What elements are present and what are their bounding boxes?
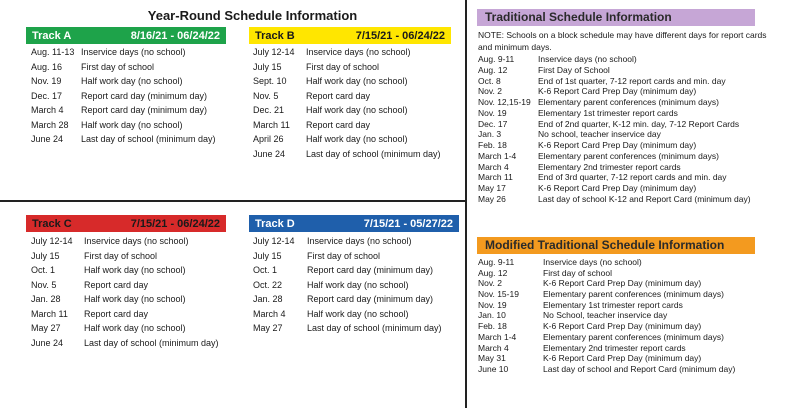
event-date: March 4	[478, 161, 509, 172]
schedule-row	[253, 60, 441, 75]
event-description: K-6 Report Card Prep Day (minimum day)	[543, 278, 702, 289]
event-description: Inservice days (no school)	[307, 236, 412, 246]
event-date: May 31	[478, 353, 506, 364]
event-date: Dec. 21	[253, 105, 285, 115]
event-description: K-6 Report Card Prep Day (minimum day)	[543, 321, 702, 332]
event-description: Half work day (no school)	[306, 105, 408, 115]
schedule-row	[253, 89, 441, 104]
event-description: No school, teacher inservice day	[538, 129, 661, 140]
schedule-row	[478, 183, 751, 194]
event-description: First day of school	[543, 267, 612, 278]
event-description: Last day of school and Report Card (minimum day)	[543, 363, 736, 374]
event-description: First Day of School	[538, 64, 610, 75]
track-a-range: 8/16/21 - 06/24/22	[130, 29, 220, 42]
event-description: End of 2nd quarter, K-12 min. day, 7-12 Report Cards	[538, 118, 740, 129]
event-description: Elementary parent conferences (minimum days)	[543, 331, 724, 342]
event-date: July 15	[253, 250, 282, 261]
traditional-list	[478, 54, 751, 205]
event-date: June 24	[253, 148, 286, 159]
event-date: Oct. 1	[253, 265, 278, 275]
schedule-row	[253, 103, 441, 118]
schedule-row	[478, 65, 751, 76]
event-description: Half work day (no school)	[307, 308, 409, 319]
event-date: Jan. 10	[478, 310, 506, 321]
event-date: Oct. 1	[31, 265, 56, 275]
event-date: Nov. 15-19	[478, 289, 519, 300]
event-description: Report card day (minimum day)	[307, 294, 434, 304]
event-date: Nov. 2	[478, 278, 502, 289]
schedule-row	[253, 292, 442, 307]
schedule-row	[478, 194, 751, 205]
schedule-row	[31, 292, 219, 307]
track-a-list	[31, 45, 216, 147]
event-description: First day of school	[84, 250, 158, 261]
schedule-row	[478, 129, 751, 140]
event-description: Last day of school (minimum day)	[306, 148, 441, 159]
schedule-row	[478, 310, 735, 321]
schedule-row	[253, 147, 441, 162]
schedule-row	[478, 364, 735, 375]
track-c-header	[26, 215, 226, 232]
schedule-row	[253, 234, 442, 249]
event-description: Report card day (minimum day)	[307, 265, 434, 275]
event-description: Last day of school (minimum day)	[81, 134, 216, 144]
event-date: Feb. 18	[478, 321, 507, 332]
track-c-name: Track C	[32, 217, 72, 230]
schedule-row	[31, 278, 219, 293]
schedule-row	[478, 289, 735, 300]
event-date: Nov. 2	[478, 86, 502, 97]
schedule-row	[31, 60, 216, 75]
event-description: Elementary parent conferences (minimum days)	[543, 289, 724, 300]
event-date: May 27	[253, 323, 283, 333]
event-description: First day of school	[306, 61, 380, 72]
event-description: First day of school	[81, 61, 155, 72]
event-date: Nov. 19	[31, 76, 62, 86]
event-date: Nov. 19	[478, 107, 507, 118]
schedule-row	[253, 307, 442, 322]
event-date: March 11	[253, 119, 290, 130]
modified-title: Modified Traditional Schedule Information	[477, 237, 755, 254]
event-description: Inservice days (no school)	[543, 257, 642, 267]
event-date: April 26	[253, 134, 284, 144]
event-description: Last day of school K-12 and Report Card (minimum day)	[538, 193, 751, 204]
event-description: Half work day (no school)	[81, 76, 183, 86]
schedule-row	[478, 321, 735, 332]
event-date: June 24	[31, 134, 64, 144]
event-date: March 11	[478, 172, 513, 183]
event-description: Last day of school (minimum day)	[307, 323, 442, 333]
event-date: Jan. 28	[31, 294, 61, 304]
event-date: March 1-4	[478, 150, 517, 161]
schedule-row	[478, 151, 751, 162]
modified-list	[478, 257, 735, 375]
event-description: K-6 Report Card Prep Day (minimum day)	[543, 353, 702, 364]
schedule-row	[31, 45, 216, 60]
schedule-row	[31, 132, 216, 147]
schedule-row	[478, 76, 751, 87]
event-date: July 12-14	[253, 47, 295, 57]
event-date: Oct. 8	[478, 75, 501, 86]
event-description: Report card day	[306, 119, 371, 130]
schedule-row	[253, 321, 442, 336]
event-date: Feb. 18	[478, 140, 507, 150]
schedule-row	[478, 300, 735, 311]
event-description: Inservice days (no school)	[538, 54, 637, 64]
event-date: March 1-4	[478, 331, 517, 342]
event-description: Last day of school (minimum day)	[84, 337, 219, 348]
vertical-divider	[465, 0, 467, 408]
event-date: March 4	[31, 105, 64, 115]
event-description: Elementary parent conferences (minimum days)	[538, 97, 719, 107]
event-date: June 24	[31, 337, 64, 348]
schedule-row	[478, 54, 751, 65]
event-date: Nov. 5	[31, 279, 57, 290]
event-description: Half work day (no school)	[84, 265, 186, 275]
track-d-list	[253, 234, 442, 336]
schedule-row	[478, 343, 735, 354]
event-date: May 17	[478, 183, 506, 193]
schedule-row	[478, 108, 751, 119]
page-title: Year-Round Schedule Information	[147, 8, 358, 23]
track-c-list	[31, 234, 219, 350]
event-date: March 4	[253, 308, 286, 319]
schedule-row	[253, 278, 442, 293]
track-c-range: 7/15/21 - 06/24/22	[130, 217, 220, 230]
schedule-row	[31, 118, 216, 133]
schedule-row	[31, 249, 219, 264]
schedule-row	[253, 45, 441, 60]
event-date: May 27	[31, 323, 61, 333]
track-b-list	[253, 45, 441, 161]
schedule-row	[253, 74, 441, 89]
schedule-row	[31, 321, 219, 336]
event-description: K-6 Report Card Prep Day (minimum day)	[538, 140, 697, 150]
track-d-range: 7/15/21 - 05/27/22	[363, 217, 453, 230]
event-description: Inservice days (no school)	[84, 236, 189, 246]
event-description: Inservice days (no school)	[81, 47, 186, 57]
schedule-row	[478, 332, 735, 343]
track-b-name: Track B	[255, 29, 295, 42]
schedule-row	[31, 89, 216, 104]
schedule-row	[478, 257, 735, 268]
event-date: June 10	[478, 363, 509, 374]
schedule-row	[478, 278, 735, 289]
event-description: Elementary 1st trimester report cards	[543, 299, 683, 310]
schedule-row	[31, 336, 219, 351]
event-description: Half work day (no school)	[84, 294, 186, 304]
schedule-row	[253, 118, 441, 133]
event-date: Aug. 12	[478, 64, 508, 75]
traditional-title: Traditional Schedule Information	[477, 9, 755, 26]
track-d-header	[249, 215, 459, 232]
event-description: K-6 Report Card Prep Day (minimum day)	[538, 183, 697, 193]
event-description: Elementary 1st trimester report cards	[538, 107, 678, 118]
schedule-row	[31, 263, 219, 278]
event-date: Nov. 5	[253, 90, 279, 101]
schedule-row	[478, 119, 751, 130]
event-date: Oct. 22	[253, 279, 283, 290]
schedule-row	[31, 307, 219, 322]
traditional-note: NOTE: Schools on a block schedule may have different days for report cards and minimum days.	[478, 30, 767, 52]
event-description: K-6 Report Card Prep Day (minimum day)	[538, 86, 697, 97]
track-a-name: Track A	[32, 29, 72, 42]
event-date: July 15	[31, 250, 60, 261]
event-description: Report card day	[306, 90, 371, 101]
track-b-header	[249, 27, 451, 44]
event-date: Jan. 3	[478, 129, 502, 140]
schedule-row	[478, 162, 751, 173]
event-description: Half work day (no school)	[306, 134, 408, 144]
event-date: May 26	[478, 193, 506, 204]
event-date: Aug. 9-11	[478, 54, 515, 64]
event-date: March 4	[478, 342, 509, 353]
event-description: End of 3rd quarter, 7-12 report cards and min. day	[538, 172, 727, 183]
event-date: July 12-14	[253, 236, 295, 246]
event-description: Half work day (no school)	[81, 119, 183, 130]
event-description: Inservice days (no school)	[306, 47, 411, 57]
schedule-row	[253, 249, 442, 264]
schedule-row	[478, 353, 735, 364]
event-description: Report card day (minimum day)	[81, 105, 208, 115]
schedule-row	[253, 263, 442, 278]
event-description: Elementary 2nd trimester report cards	[538, 161, 681, 172]
event-date: July 15	[253, 61, 282, 72]
event-description: First day of school	[307, 250, 381, 261]
horizontal-divider	[0, 200, 465, 202]
event-date: Dec. 17	[31, 90, 63, 101]
event-date: Aug. 16	[31, 61, 63, 72]
track-a-header	[26, 27, 226, 44]
event-description: Elementary 2nd trimester report cards	[543, 342, 686, 353]
event-description: End of 1st quarter, 7-12 report cards and min. day	[538, 75, 726, 86]
schedule-row	[478, 86, 751, 97]
schedule-row	[478, 172, 751, 183]
event-date: Nov. 12,15-19	[478, 97, 531, 107]
event-date: March 11	[31, 308, 68, 319]
schedule-row	[31, 74, 216, 89]
event-date: Jan. 28	[253, 294, 283, 304]
event-description: Report card day	[84, 279, 149, 290]
schedule-row	[478, 268, 735, 279]
track-b-range: 7/15/21 - 06/24/22	[355, 29, 445, 42]
event-description: Half work day (no school)	[306, 76, 408, 86]
event-description: Elementary parent conferences (minimum days)	[538, 150, 719, 161]
schedule-row	[478, 140, 751, 151]
event-date: Sept. 10	[253, 76, 287, 86]
schedule-row	[31, 234, 219, 249]
event-date: July 12-14	[31, 236, 73, 246]
event-description: Report card day (minimum day)	[81, 90, 208, 101]
event-date: Dec. 17	[478, 118, 508, 129]
event-description: Report card day	[84, 308, 149, 319]
event-description: Half work day (no school)	[307, 279, 409, 290]
event-date: Aug. 9-11	[478, 257, 515, 267]
event-date: March 28	[31, 119, 69, 130]
event-date: Aug. 11-13	[31, 47, 75, 57]
event-date: Nov. 19	[478, 299, 507, 310]
event-description: Half work day (no school)	[84, 323, 186, 333]
track-d-name: Track D	[255, 217, 295, 230]
schedule-row	[31, 103, 216, 118]
event-description: No School, teacher inservice day	[543, 310, 668, 321]
schedule-row	[253, 132, 441, 147]
event-date: Aug. 12	[478, 267, 508, 278]
schedule-row	[478, 97, 751, 108]
